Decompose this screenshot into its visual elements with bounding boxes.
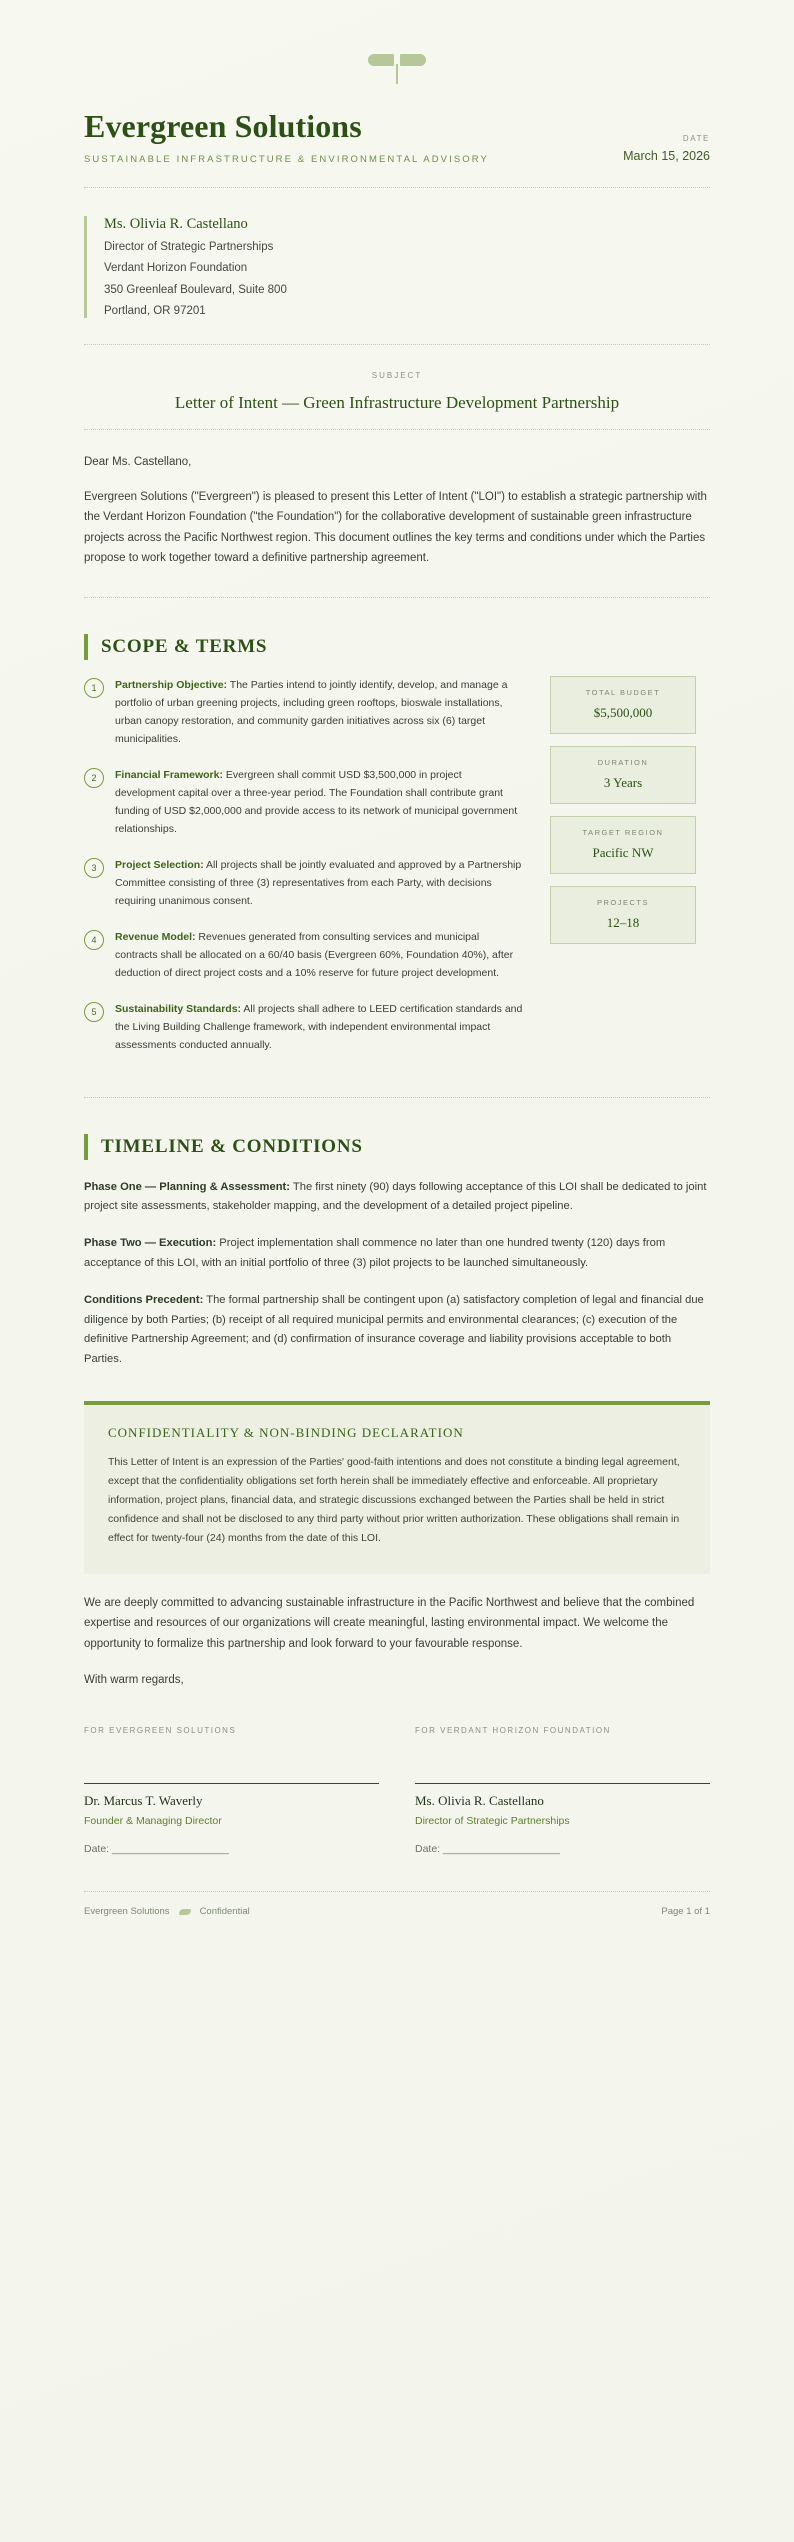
signature-column-evergreen — [84, 1726, 379, 1855]
logo-container — [84, 0, 710, 84]
signature-for-label: FOR EVERGREEN SOLUTIONS — [84, 1726, 237, 1736]
stat-value: $5,500,000 — [593, 704, 653, 720]
intro-paragraph: Evergreen Solutions ("Evergreen") is pleased to present this Letter of Intent ("LOI") to establish a strategic partnership with the Verdant Horizon Foundation ("the Foundation") for the collaborative development of sustainable green infrastructure projects across the Pacific Northwest region. This document outlines the key terms and conditions under which the Parties propose to work together toward a definitive partnership agreement. — [84, 490, 707, 565]
date-value: March 15, 2026 — [623, 148, 710, 163]
recipient-city-state-zip: Portland, OR 97201 — [104, 305, 206, 318]
item-number-badge: 3 — [84, 858, 104, 878]
divider-above-timeline — [84, 1097, 710, 1098]
stat-card-target-region — [550, 816, 696, 874]
timeline-paragraph — [84, 1178, 710, 1217]
closing-paragraph: We are deeply committed to advancing sustainable infrastructure in the Pacific Northwest and believe that the combined expertise and resources of our organizations will create meaningful, lasting environmental impact. We welcome the opportunity to formalize this partnership and look forward to your favourable response. — [84, 1596, 695, 1650]
date-label: DATE — [682, 133, 710, 143]
divider-under-subject — [84, 429, 710, 430]
scope-item-body: All projects shall adhere to LEED certification standards and the Living Building Challenge framework, with independent environmental impact assessments conducted annually. — [115, 1003, 523, 1052]
stat-card-projects — [550, 886, 696, 944]
confidentiality-title: CONFIDENTIALITY & NON-BINDING DECLARATION — [108, 1425, 464, 1441]
brand-block — [84, 110, 603, 165]
leaf-left-shape — [368, 54, 394, 66]
signatory-name: Ms. Olivia R. Castellano — [415, 1793, 544, 1809]
timeline-term: Phase Two — Execution: — [84, 1237, 217, 1250]
stat-label: DURATION — [597, 757, 649, 767]
scope-item — [84, 1000, 524, 1054]
scope-item-text — [115, 856, 524, 910]
recipient-organization: Verdant Horizon Foundation — [104, 262, 248, 275]
scope-item-text — [115, 928, 524, 982]
letterhead — [84, 84, 710, 165]
stat-label: PROJECTS — [596, 897, 649, 907]
stat-label: TARGET REGION — [582, 827, 664, 837]
company-tagline: SUSTAINABLE INFRASTRUCTURE & ENVIRONMENTAL ADVISORY — [84, 153, 489, 165]
signature-date-field[interactable]: Date: ____________________ — [415, 1843, 560, 1856]
item-number-badge: 2 — [84, 768, 104, 788]
timeline-body: Project implementation shall commence no later than one hundred twenty (120) days from acceptance of this LOI, with an initial portfolio of three (3) pilot projects to be launched simultaneously. — [84, 1237, 666, 1269]
footer-org-name: Evergreen Solutions — [84, 1906, 170, 1918]
section-accent-bar — [84, 634, 88, 660]
scope-item — [84, 928, 524, 982]
item-number-badge: 5 — [84, 1002, 104, 1022]
confidentiality-callout — [84, 1401, 710, 1573]
timeline-paragraph — [84, 1234, 710, 1273]
signature-column-verdant — [415, 1726, 710, 1855]
recipient-title: Director of Strategic Partnerships — [104, 240, 274, 253]
leaf-right-shape — [400, 54, 426, 66]
summary-stat-cards — [550, 676, 696, 956]
timeline-term: Conditions Precedent: — [84, 1294, 204, 1307]
signatory-name: Dr. Marcus T. Waverly — [84, 1793, 203, 1809]
recipient-name: Ms. Olivia R. Castellano — [104, 215, 248, 232]
stat-card-duration — [550, 746, 696, 804]
scope-item-text — [115, 766, 524, 838]
signature-line[interactable] — [415, 1783, 710, 1784]
scope-item-term: Revenue Model: — [115, 931, 196, 944]
confidentiality-body: This Letter of Intent is an expression of the Parties' good-faith intentions and does not constitute a binding legal agreement, except that the confidentiality obligations set forth herein shall be immediately effective and enforceable. All proprietary information, project plans, financial data, and strategic discussions exchanged between the Parties shall be held in strict confidence and shall not be disclosed to any third party without prior written authorization. These obligations shall remain in effect for twenty-four (24) months from the date of this LOI. — [108, 1456, 680, 1544]
leaf-sprout-icon — [368, 48, 426, 84]
signature-block — [84, 1726, 710, 1855]
signature-date-field[interactable]: Date: ____________________ — [84, 1843, 229, 1856]
signature-line[interactable] — [84, 1783, 379, 1784]
stat-value: Pacific NW — [592, 844, 654, 860]
scope-item-body: All projects shall be jointly evaluated and approved by a Partnership Committee consisting of three (3) representatives from each Party, with decisions requiring unanimous consent. — [115, 859, 522, 908]
scope-item — [84, 676, 524, 748]
item-number-badge: 4 — [84, 930, 104, 950]
scope-item-body: The Parties intend to jointly identify, develop, and manage a portfolio of urban greening projects, including green rooftops, bioswale installations, urban canopy restoration, and community garden initiatives across six (6) target municipalities. — [115, 678, 508, 745]
stat-card-total-budget — [550, 676, 696, 734]
footer-page-number: Page 1 of 1 — [661, 1906, 710, 1918]
scope-item — [84, 766, 524, 838]
timeline-heading: TIMELINE & CONDITIONS — [101, 1135, 363, 1157]
stem-shape — [396, 64, 398, 84]
signatory-role: Founder & Managing Director — [84, 1815, 222, 1828]
divider-above-subject — [84, 344, 710, 345]
subject-block — [84, 371, 710, 413]
signature-for-label: FOR VERDANT HORIZON FOUNDATION — [415, 1726, 611, 1736]
scope-item-text — [115, 676, 524, 748]
item-number-badge: 1 — [84, 678, 104, 698]
stat-value: 12–18 — [606, 914, 640, 930]
stat-value: 3 Years — [603, 774, 643, 790]
leaf-icon — [179, 1909, 191, 1915]
timeline-body: The formal partnership shall be contingent upon (a) satisfactory completion of legal and financial due diligence by both Parties; (b) receipt of all required municipal permits and environmental clearances; (c) execution of the definitive Partnership Agreement; and (d) confirmation of insurance coverage and liability provisions acceptable to both Parties. — [84, 1294, 704, 1365]
regards-line: With warm regards, — [84, 1674, 184, 1687]
date-block — [623, 134, 710, 165]
timeline-section-header — [84, 1134, 710, 1160]
divider-under-letterhead — [84, 187, 710, 188]
scope-item-term: Financial Framework: — [115, 768, 223, 781]
salutation: Dear Ms. Castellano, — [84, 455, 192, 468]
scope-item-list — [84, 676, 550, 1073]
footer-classification: Confidential — [199, 1906, 250, 1918]
scope-item-body: Revenues generated from consulting services and municipal contracts shall be allocated on a 60/40 basis (Evergreen 60%, Foundation 40%), after deduction of direct project costs and a 10% reserve for future project development. — [115, 931, 514, 980]
footer-left-group — [84, 1906, 250, 1917]
timeline-paragraph — [84, 1291, 710, 1369]
scope-item-text — [115, 1000, 524, 1054]
company-name: Evergreen Solutions — [84, 108, 362, 144]
scope-item-body: Evergreen shall commit USD $3,500,000 in project development capital over a three-year period. The Foundation shall contribute grant funding of USD $2,000,000 and provide access to its network of municipal government relationships. — [115, 768, 518, 836]
scope-item — [84, 856, 524, 910]
section-accent-bar — [84, 1134, 88, 1160]
signatory-role: Director of Strategic Partnerships — [415, 1815, 570, 1828]
scope-heading: SCOPE & TERMS — [101, 635, 268, 657]
scope-item-term: Sustainability Standards: — [115, 1003, 242, 1016]
timeline-term: Phase One — Planning & Assessment: — [84, 1180, 290, 1193]
page-footer — [84, 1892, 710, 1957]
subject-title: Letter of Intent — Green Infrastructure Development Partnership — [174, 392, 620, 412]
recipient-street: 350 Greenleaf Boulevard, Suite 800 — [104, 283, 287, 296]
recipient-block — [84, 216, 710, 318]
timeline-body: The first ninety (90) days following acceptance of this LOI shall be dedicated to joint project site assessments, stakeholder mapping, and the development of a detailed project pipeline. — [84, 1180, 707, 1212]
stat-label: TOTAL BUDGET — [585, 687, 661, 697]
scope-section-header — [84, 634, 710, 660]
scope-item-term: Project Selection: — [115, 859, 204, 872]
subject-label: SUBJECT — [371, 370, 423, 380]
divider-above-scope — [84, 597, 710, 598]
scope-item-term: Partnership Objective: — [115, 678, 228, 691]
